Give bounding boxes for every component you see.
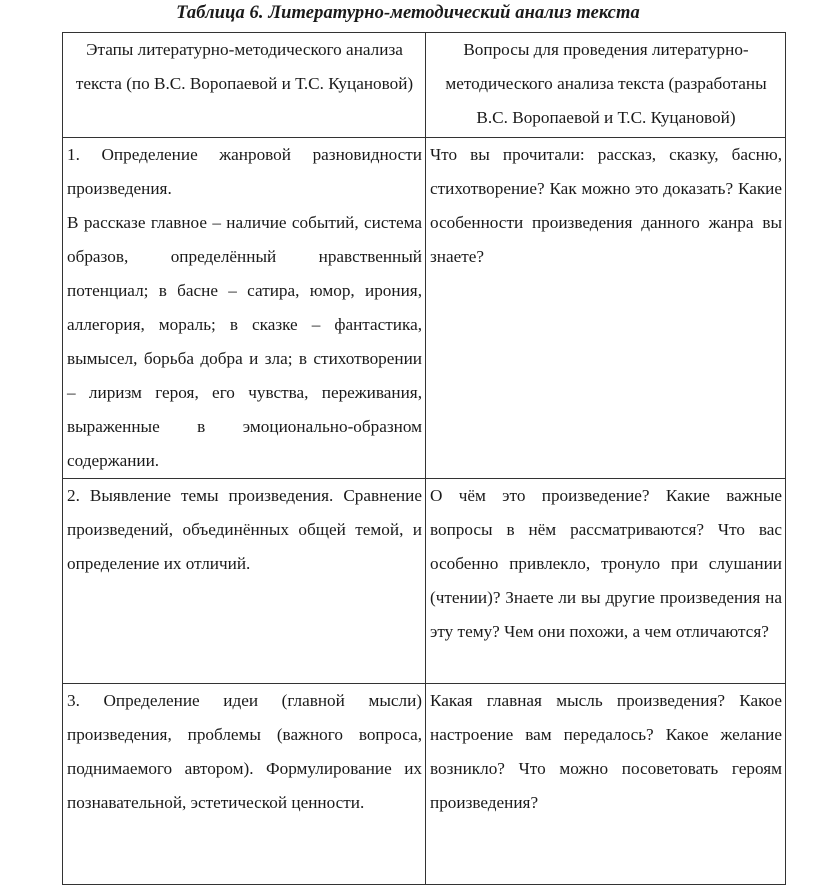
table-row — [63, 138, 786, 479]
questions-cell: О чём это произведение? Какие важные вопросы в нём рассматриваются? Что вас особенно привлекло, тронуло при слушании (чтении)? Знаете ли вы другие произведения на эту тему? Чем они похожи, а чем отличаются? — [426, 479, 786, 684]
header-stages: Этапы литературно-методического анализа текста (по В.С. Воропаевой и Т.С. Куцановой) — [63, 33, 426, 138]
questions-cell: Какая главная мысль произведения? Какое настроение вам передалось? Какое желание возникло? Что можно посоветовать героям произведения? — [426, 684, 786, 885]
stage-cell: 3. Определение идеи (главной мысли) произведения, проблемы (важного вопроса, поднимаемого автором). Формулирование их познавательной, эстетической ценности. — [63, 684, 426, 885]
questions-cell: Что вы прочитали: рассказ, сказку, басню, стихотворение? Как можно это доказать? Какие особенности произведения данного жанра вы знаете? — [426, 138, 786, 479]
stage-cell: 2. Выявление темы произведения. Сравнение произведений, объединённых общей темой, и определение их отличий. — [63, 479, 426, 684]
stage-text: 1. Определение жанровой разновидности произведения. — [67, 145, 422, 198]
analysis-table — [62, 32, 786, 885]
stage-cell — [63, 138, 426, 479]
table-header-row — [63, 33, 786, 138]
table-caption: Таблица 6. Литературно-методический анализ текста — [176, 3, 640, 23]
header-questions: Вопросы для проведения литературно-методического анализа текста (разработаны В.С. Воропаевой и Т.С. Куцановой) — [426, 33, 786, 138]
table-row — [63, 479, 786, 684]
stage-detail-text: В рассказе главное – наличие событий, система образов, определённый нравственный потенциал; в басне – сатира, юмор, ирония, аллегория, мораль; в сказке – фантастика, вымысел, борьба добра и зла; в стихотворении – лиризм героя, его чувства, переживания, выраженные в эмоционально-образном содержании. — [67, 213, 422, 470]
table-row — [63, 684, 786, 885]
